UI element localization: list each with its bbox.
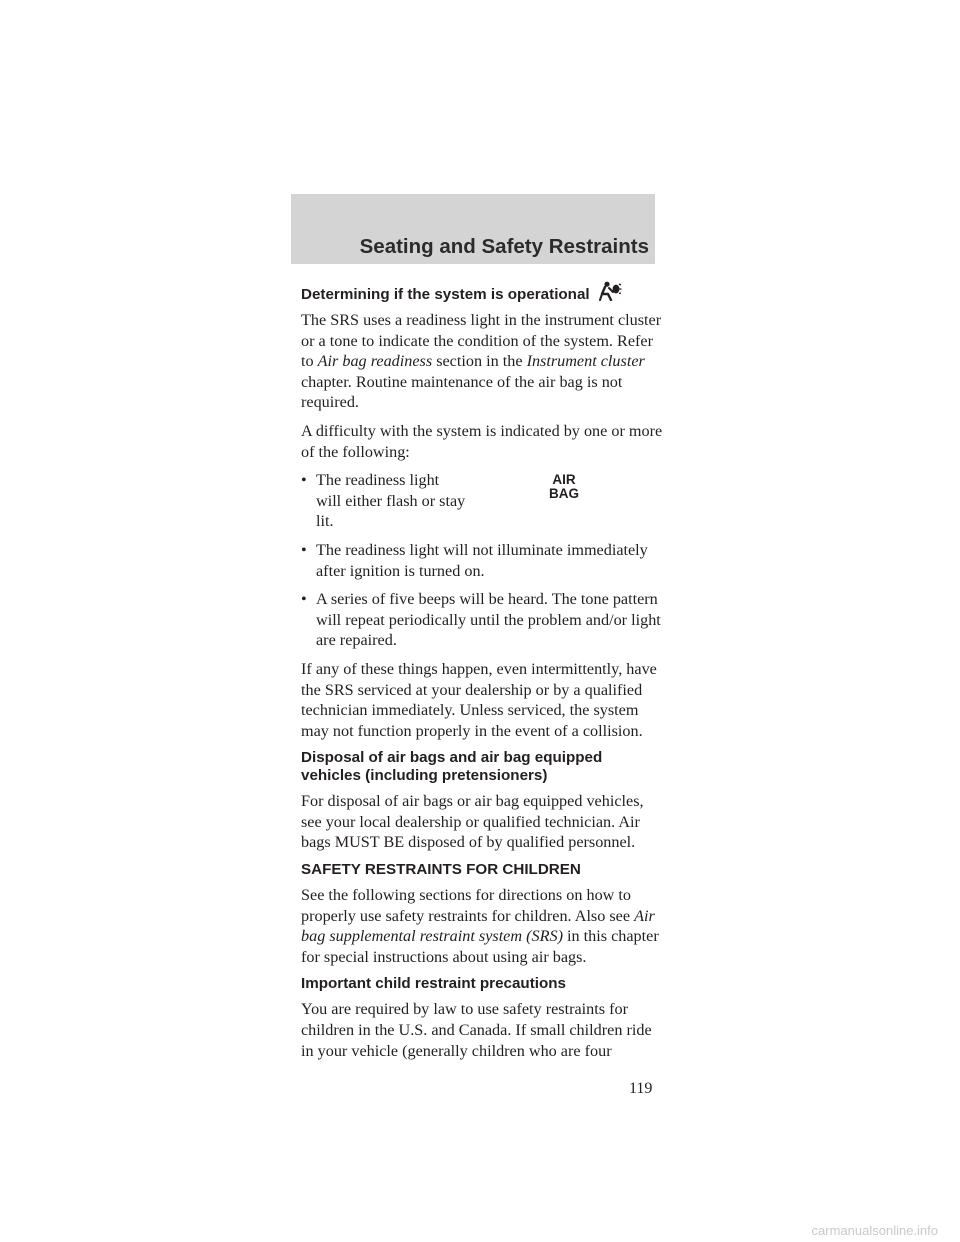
paragraph-precautions: You are required by law to use safety restraints for children in the U.S. and Canada. If small children ride in your vehicle (generally children who are four (301, 1000, 652, 1060)
paragraph-disposal: For disposal of air bags or air bag equipped vehicles, see your local dealership or qualified technician. Air bags MUST BE disposed of by qualified personnel. (301, 792, 644, 852)
ref-air-bag-readiness: Air bag readiness (317, 352, 433, 371)
paragraph-service-advice: If any of these things happen, even intermittently, have the SRS serviced at your dealership or by a qualified technician immediately. Unless serviced, the system may not function properly in the event of a collision. (301, 659, 657, 740)
bullet-icon: • (301, 540, 307, 559)
list-item: • The readiness light will either flash or stay lit. (301, 471, 466, 531)
heading-system-operational: Determining if the system is operational (301, 281, 663, 304)
heading-safety-restraints-children: SAFETY RESTRAINTS FOR CHILDREN (301, 861, 581, 879)
paragraph-difficulty: A difficulty with the system is indicated by one or more of the following: (301, 421, 663, 461)
list-item: • A series of five beeps will be heard. The tone pattern will repeat periodically until the problem and/or light are repaired. (301, 590, 661, 650)
chapter-title: Seating and Safety Restraints (359, 235, 649, 258)
paragraph-srs-readiness: The SRS uses a readiness light in the instrument cluster or a tone to indicate the condition of the system. Refer to Air bag readiness section in the Instrument cluster chapter. Routine maintenance of the air bag is not required. (301, 311, 662, 412)
bullet-icon: • (301, 590, 307, 609)
list-item: • The readiness light will not illuminate immediately after ignition is turned on. (301, 540, 648, 580)
chapter-header-band (291, 194, 655, 264)
air-bag-warning-symbol: AIR BAG (549, 472, 579, 502)
watermark-text: carmanualsonline.info (811, 1223, 938, 1238)
ref-srs-section: Air bag supplemental restraint system (SRS) (301, 906, 655, 946)
bullet-icon: • (301, 471, 307, 490)
page-content (301, 281, 663, 1069)
heading-disposal: Disposal of air bags and air bag equipped vehicles (including pretensioners) (301, 749, 603, 785)
paragraph-children-restraints: See the following sections for directions on how to properly use safety restraints for children. Also see Air bag supplemental restraint system (SRS) in this chapter for special instructions about using air bags. (301, 886, 659, 966)
bullet-group (301, 470, 663, 651)
page-number: 119 (629, 1080, 653, 1097)
ref-instrument-cluster: Instrument cluster (526, 352, 645, 371)
airbag-warning-icon (596, 281, 622, 301)
heading-child-restraint-precautions: Important child restraint precautions (301, 975, 566, 993)
